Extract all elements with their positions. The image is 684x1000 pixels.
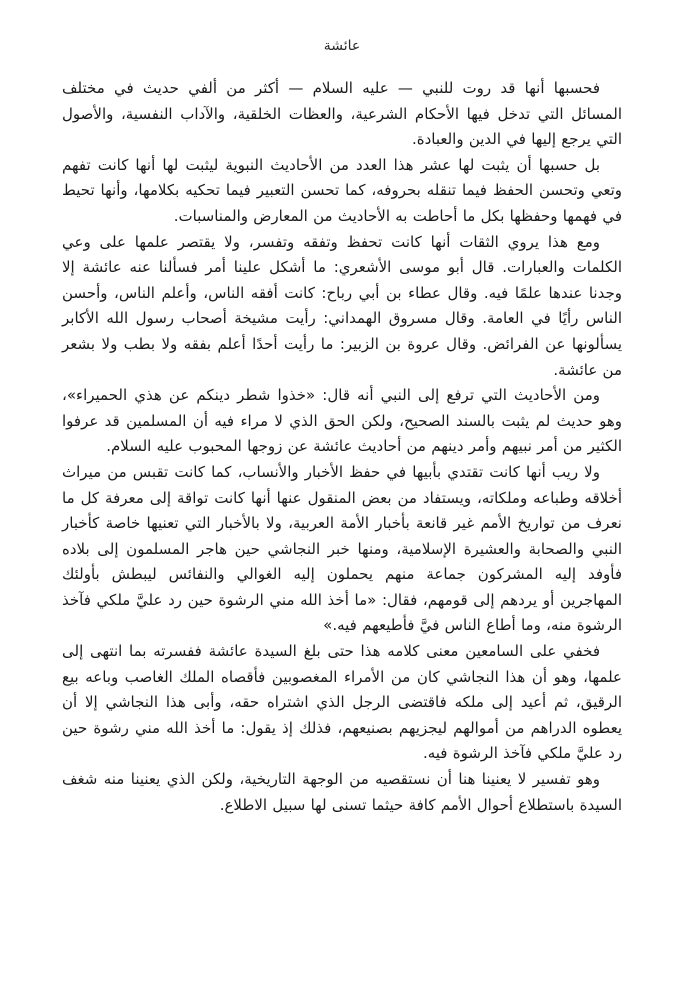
page-running-header: عائشة [323, 38, 361, 54]
paragraph-6: فخفي على السامعين معنى كلامه هذا حتى بلغ السيدة عائشة ففسرته بما انتهى إلى علمها، وهو أن هذا النجاشي كان من الأمراء المغصوبين فأقصاه الملك الغاصب وباعه بيع الرقيق، ثم أعيد إلى ملكه فاقتضى الرجل الذي اشتراه حقه، وأبى هذا النجاشي إلا أن يعطوه الدراهم من أموالهم ليجزيهم بصنيعهم، فذلك إذ يقول: ما أخذ الله مني رشوة حين رد عليَّ ملكي فآخذ الرشوة فيه. [62, 642, 622, 763]
paragraph-4: ومن الأحاديث التي ترفع إلى النبي أنه قال: «خذوا شطر دينكم عن هذي الحميراء»، وهو حديث لم يثبت بالسند الصحيح، ولكن الحق الذي لا مراء فيه أن المسلمين قد عرفوا الكثير من أمر نبيهم وأمر دينهم من أحاديث عائشة عن زوجها المحبوب عليه السلام. [62, 386, 622, 456]
page-body [62, 76, 622, 818]
paragraph-1: فحسبها أنها قد روت للنبي — عليه السلام — أكثر من ألفي حديث في مختلف المسائل التي تدخل فيها الأحكام الشرعية، والعظات الخلقية، والآداب النفسية، والأصول التي يرجع إليها في الدين والعبادة. [62, 79, 622, 149]
paragraph-7: وهو تفسير لا يعنينا هنا أن نستقصيه من الوجهة التاريخية، ولكن الذي يعنينا منه شغف السيدة باستطلاع أحوال الأمم كافة حيثما تسنى لها سبيل الاطلاع. [62, 770, 622, 814]
paragraph-2: بل حسبها أن يثبت لها عشر هذا العدد من الأحاديث النبوية ليثبت لها أنها كانت تفهم وتعي وتحسن الحفظ فيما تنقله بحروفه، كما تحسن التعبير فيما تحكيه بكلامها، وأنها تحيط في فهمها وحفظها بكل ما أحاطت به الأحاديث من المعارض والمناسبات. [62, 155, 622, 225]
paragraph-3: ومع هذا يروي الثقات أنها كانت تحفظ وتفقه وتفسر، ولا يقتصر علمها على وعي الكلمات والعبارات. قال أبو موسى الأشعري: ما أشكل علينا أمر فسألنا عنه عائشة إلا وجدنا عندها علمًا فيه. وقال عطاء بن أبي رباح: كانت أفقه الناس، وأعلم الناس، وأحسن الناس رأيًا في العامة. وقال مسروق الهمداني: رأيت مشيخة أصحاب رسول الله الأكابر يسألونها عن الفرائض. وقال عروة بن الزبير: ما رأيت أحدًا أعلم بفقه ولا بطب ولا بشعر من عائشة. [62, 232, 622, 379]
paragraph-5: ولا ريب أنها كانت تقتدي بأبيها في حفظ الأخبار والأنساب، كما كانت تقبس من ميراث أخلاقه وطباعه وملكاته، ويستفاد من بعض المنقول عنها أنها كانت تواقة إلى معرفة كل ما نعرف من تواريخ الأمم غير قانعة بأخبار الأمة العربية، ولا بالأخبار التي تعنيها خاصة كأخبار النبي والصحابة والعشيرة الإسلامية، ومنها خبر النجاشي حين هاجر المسلمون إلى بلاده فأوفد إليه المشركون جماعة منهم يحملون إليه الغوالي والنفائس ليبطش بأولئك المهاجرين أو يردهم إلى قومهم، فقال: «ما أخذ الله مني الرشوة حين رد عليَّ ملكي فآخذ الرشوة منه، وما أطاع الناس فيَّ فأطيعهم فيه.» [62, 462, 622, 635]
